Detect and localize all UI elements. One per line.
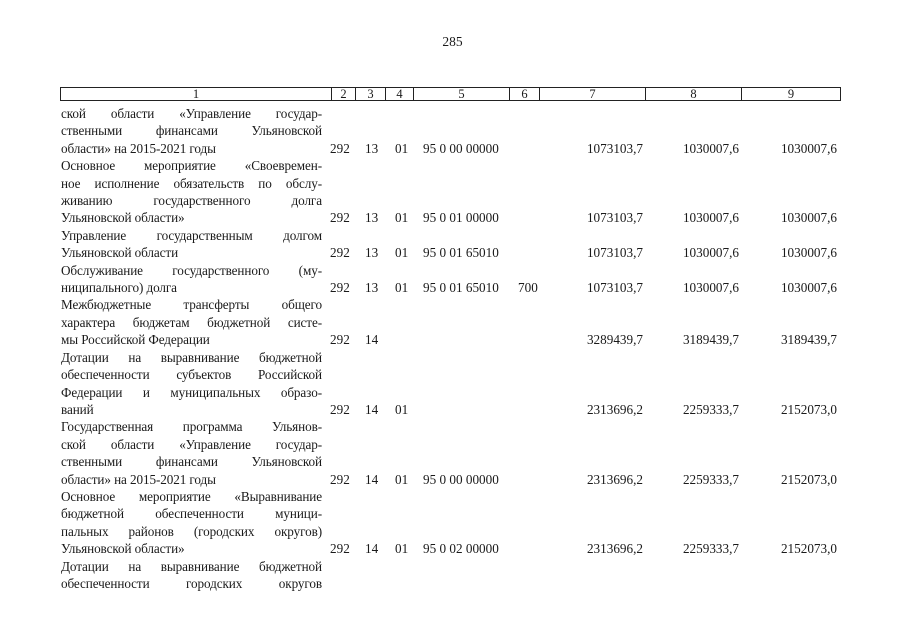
cell-c4: 01 [395, 280, 409, 296]
cell-c9: 1030007,6 [780, 280, 837, 296]
description-line: Дотации на выравнивание бюджетной [61, 558, 322, 574]
description-line: Основное мероприятие «Выравнивание [61, 488, 322, 504]
description-line: Управление государственным долгом [61, 227, 322, 243]
description-line: Федерации и муниципальных образо- [61, 384, 322, 400]
cell-c2: 292 [330, 471, 350, 487]
cell-c9: 1030007,6 [780, 245, 837, 261]
header-col-9: 9 [787, 87, 795, 101]
row-description [61, 349, 322, 419]
table-row [0, 558, 905, 593]
header-col-6: 6 [510, 88, 540, 100]
cell-c7: 3289439,7 [586, 332, 643, 348]
description-line: Ульяновской области» [61, 541, 185, 557]
table-body [0, 105, 905, 592]
table-row [0, 262, 905, 297]
cell-c7: 1073103,7 [586, 245, 643, 261]
cell-c5: 95 0 00 00000 [423, 140, 499, 156]
description-line: Дотации на выравнивание бюджетной [61, 349, 322, 365]
cell-c5: 95 0 01 65010 [423, 245, 499, 261]
header-col-8: 8 [646, 88, 742, 100]
cell-c8: 1030007,6 [682, 140, 739, 156]
row-description [61, 227, 322, 262]
description-line: Межбюджетные трансферты общего [61, 297, 322, 313]
header-col-1: 1 [61, 88, 332, 100]
cell-c5: 95 0 01 65010 [423, 280, 499, 296]
cell-c2: 292 [330, 332, 350, 348]
description-line: Ульяновской области [61, 245, 179, 261]
cell-c7: 2313696,2 [586, 401, 643, 417]
description-line: ное исполнение обязательств по обслу- [61, 175, 322, 191]
cell-c9: 2152073,0 [780, 401, 837, 417]
cell-c9: 1030007,6 [780, 140, 837, 156]
row-description [61, 105, 322, 157]
cell-c7: 2313696,2 [586, 471, 643, 487]
description-line: ственными финансами Ульяновской [61, 123, 322, 139]
cell-c9: 2152073,0 [780, 541, 837, 557]
cell-c8: 1030007,6 [682, 280, 739, 296]
description-line: Ульяновской области» [61, 210, 185, 226]
cell-c7: 1073103,7 [586, 280, 643, 296]
table-row [0, 488, 905, 558]
description-line: ской области «Управление государ- [61, 436, 322, 452]
cell-c8: 2259333,7 [682, 471, 739, 487]
cell-c9: 3189439,7 [780, 332, 837, 348]
cell-c8: 3189439,7 [682, 332, 739, 348]
cell-c4: 01 [395, 245, 409, 261]
cell-c2: 292 [330, 401, 350, 417]
cell-c5: 95 0 00 00000 [423, 471, 499, 487]
description-line: мы Российской Федерации [61, 332, 210, 348]
cell-c3: 14 [365, 541, 379, 557]
table-header-row [60, 87, 841, 101]
description-line: области» на 2015-2021 годы [61, 140, 216, 156]
row-description [61, 296, 322, 348]
cell-c4: 01 [395, 210, 409, 226]
description-line: области» на 2015-2021 годы [61, 471, 216, 487]
header-col-2: 2 [332, 88, 356, 100]
cell-c7: 1073103,7 [586, 140, 643, 156]
cell-c2: 292 [330, 140, 350, 156]
cell-c3: 13 [365, 245, 379, 261]
cell-c8: 1030007,6 [682, 210, 739, 226]
table-row [0, 227, 905, 262]
page-number: 285 [442, 34, 463, 49]
description-line: ственными финансами Ульяновской [61, 454, 322, 470]
header-col-4: 4 [386, 88, 414, 100]
cell-c2: 292 [330, 280, 350, 296]
header-col-3: 3 [356, 88, 386, 100]
cell-c4: 01 [395, 401, 409, 417]
cell-c6: 700 [518, 280, 538, 296]
cell-c5: 95 0 01 00000 [423, 210, 499, 226]
table-row [0, 105, 905, 157]
description-line: ваний [61, 401, 94, 417]
cell-c3: 14 [365, 332, 379, 348]
description-line: пальных районов (городских округов) [61, 523, 322, 539]
cell-c2: 292 [330, 210, 350, 226]
cell-c4: 01 [395, 541, 409, 557]
row-description [61, 488, 322, 558]
cell-c5: 95 0 02 00000 [423, 541, 499, 557]
row-description [61, 157, 322, 227]
description-line: ниципального) долга [61, 280, 177, 296]
description-line: обеспеченности субъектов Российской [61, 367, 322, 383]
cell-c2: 292 [330, 245, 350, 261]
header-col-5: 5 [414, 88, 510, 100]
description-line: Государственная программа Ульянов- [61, 419, 322, 435]
table-row [0, 157, 905, 227]
cell-c8: 1030007,6 [682, 245, 739, 261]
header-col-7: 7 [540, 88, 646, 100]
description-line: ской области «Управление государ- [61, 106, 322, 121]
cell-c3: 14 [365, 471, 379, 487]
cell-c3: 13 [365, 140, 379, 156]
description-line: обеспеченности городских округов [61, 575, 322, 591]
cell-c7: 2313696,2 [586, 541, 643, 557]
cell-c4: 01 [395, 140, 409, 156]
description-line: живанию государственного долга [61, 193, 322, 209]
cell-c8: 2259333,7 [682, 401, 739, 417]
table-row [0, 418, 905, 488]
row-description [61, 558, 322, 593]
row-description [61, 418, 322, 488]
cell-c3: 13 [365, 210, 379, 226]
description-line: Обслуживание государственного (му- [61, 262, 322, 278]
description-line: характера бюджетам бюджетной систе- [61, 314, 322, 330]
description-line: бюджетной обеспеченности муници- [61, 506, 322, 522]
description-line: Основное мероприятие «Своевремен- [61, 158, 322, 174]
cell-c3: 13 [365, 280, 379, 296]
row-description [61, 262, 322, 297]
cell-c8: 2259333,7 [682, 541, 739, 557]
table-row [0, 296, 905, 348]
cell-c3: 14 [365, 401, 379, 417]
cell-c4: 01 [395, 471, 409, 487]
cell-c7: 1073103,7 [586, 210, 643, 226]
cell-c9: 1030007,6 [780, 210, 837, 226]
cell-c2: 292 [330, 541, 350, 557]
cell-c9: 2152073,0 [780, 471, 837, 487]
table-row [0, 349, 905, 419]
